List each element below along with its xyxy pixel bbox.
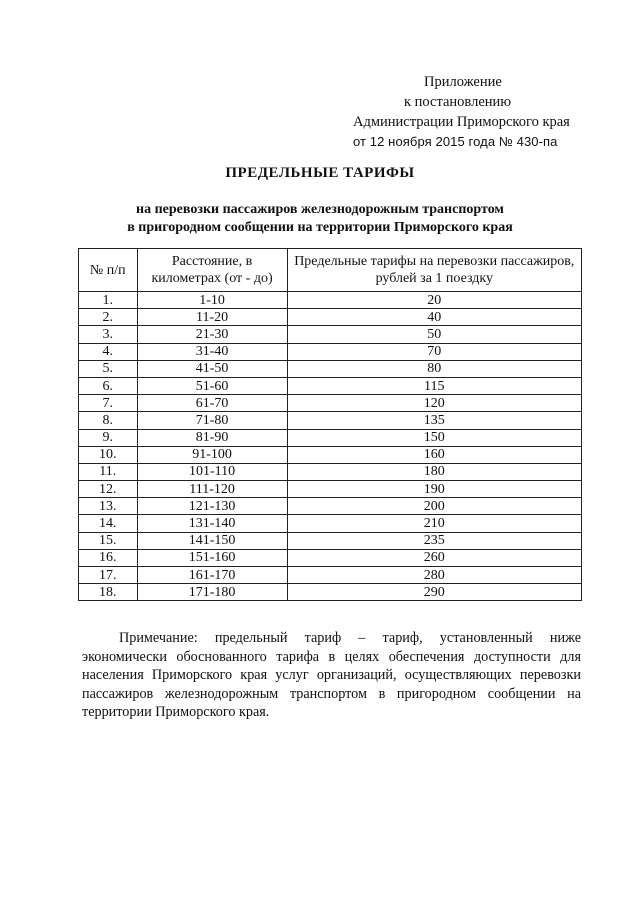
subtitle-line-2: в пригородном сообщении на территории Приморского края xyxy=(127,220,513,235)
table-row xyxy=(79,567,582,584)
table-row xyxy=(79,343,582,360)
table-row xyxy=(79,446,582,463)
row-tariff: 290 xyxy=(287,584,581,601)
row-tariff: 200 xyxy=(287,498,581,515)
document-subtitle xyxy=(0,201,640,237)
table-row xyxy=(79,429,582,446)
row-distance: 61-70 xyxy=(137,395,287,412)
document-title: ПРЕДЕЛЬНЫЕ ТАРИФЫ xyxy=(225,165,415,181)
table-row xyxy=(79,412,582,429)
row-tariff: 120 xyxy=(287,395,581,412)
tariff-table xyxy=(78,248,582,601)
row-distance: 21-30 xyxy=(137,326,287,343)
row-distance: 101-110 xyxy=(137,463,287,480)
row-tariff: 150 xyxy=(287,429,581,446)
table-row xyxy=(79,584,582,601)
row-tariff: 235 xyxy=(287,532,581,549)
row-distance: 151-160 xyxy=(137,549,287,566)
resolution-date-number: от 12 ноября 2015 года № 430-па xyxy=(353,134,558,149)
table-row xyxy=(79,532,582,549)
note-paragraph: Примечание: предельный тариф – тариф, установленный ниже экономически обоснованного тарифа в целях обеспечения доступности для населения Приморского края услуг организаций, осуществляющих перевозки пассажиров железнодорожным транспортом в пригородном сообщении на территории Приморского края. xyxy=(82,630,581,721)
row-distance: 131-140 xyxy=(137,515,287,532)
row-number: 17. xyxy=(79,567,138,584)
row-tariff: 190 xyxy=(287,481,581,498)
row-number: 4. xyxy=(79,343,138,360)
row-number: 10. xyxy=(79,446,138,463)
row-tariff: 260 xyxy=(287,549,581,566)
row-distance: 1-10 xyxy=(137,292,287,309)
row-tariff: 280 xyxy=(287,567,581,584)
appendix-label: Приложение xyxy=(424,74,502,90)
row-distance: 141-150 xyxy=(137,532,287,549)
appendix-block xyxy=(340,72,580,152)
row-distance: 91-100 xyxy=(137,446,287,463)
header-number: № п/п xyxy=(79,249,138,292)
row-number: 18. xyxy=(79,584,138,601)
row-number: 5. xyxy=(79,360,138,377)
resolution-label: к постановлению xyxy=(404,94,512,110)
header-distance: Расстояние, в километрах (от - до) xyxy=(137,249,287,292)
row-tariff: 180 xyxy=(287,463,581,480)
row-distance: 11-20 xyxy=(137,309,287,326)
row-distance: 71-80 xyxy=(137,412,287,429)
table-header-row xyxy=(79,249,582,292)
row-number: 13. xyxy=(79,498,138,515)
row-number: 16. xyxy=(79,549,138,566)
row-tariff: 115 xyxy=(287,377,581,394)
table-row xyxy=(79,498,582,515)
table-row xyxy=(79,463,582,480)
row-tariff: 210 xyxy=(287,515,581,532)
table-row xyxy=(79,377,582,394)
row-number: 6. xyxy=(79,377,138,394)
table-row xyxy=(79,326,582,343)
row-number: 15. xyxy=(79,532,138,549)
header-tariff: Предельные тарифы на перевозки пассажиров, рублей за 1 поездку xyxy=(287,249,581,292)
row-distance: 51-60 xyxy=(137,377,287,394)
row-number: 7. xyxy=(79,395,138,412)
row-number: 3. xyxy=(79,326,138,343)
row-tariff: 160 xyxy=(287,446,581,463)
row-distance: 111-120 xyxy=(137,481,287,498)
row-tariff: 50 xyxy=(287,326,581,343)
row-distance: 161-170 xyxy=(137,567,287,584)
row-number: 9. xyxy=(79,429,138,446)
table-row xyxy=(79,481,582,498)
row-number: 14. xyxy=(79,515,138,532)
row-number: 12. xyxy=(79,481,138,498)
row-tariff: 70 xyxy=(287,343,581,360)
row-tariff: 80 xyxy=(287,360,581,377)
row-distance: 31-40 xyxy=(137,343,287,360)
table-body xyxy=(79,292,582,601)
row-distance: 171-180 xyxy=(137,584,287,601)
row-number: 1. xyxy=(79,292,138,309)
row-tariff: 40 xyxy=(287,309,581,326)
table-row xyxy=(79,395,582,412)
row-number: 8. xyxy=(79,412,138,429)
row-tariff: 135 xyxy=(287,412,581,429)
subtitle-line-1: на перевозки пассажиров железнодорожным транспортом xyxy=(136,202,504,217)
table-row xyxy=(79,309,582,326)
row-distance: 41-50 xyxy=(137,360,287,377)
administration-label: Администрации Приморского края xyxy=(353,114,570,130)
table-row xyxy=(79,292,582,309)
table-row xyxy=(79,515,582,532)
row-distance: 81-90 xyxy=(137,429,287,446)
row-number: 2. xyxy=(79,309,138,326)
row-tariff: 20 xyxy=(287,292,581,309)
table-row xyxy=(79,360,582,377)
row-number: 11. xyxy=(79,463,138,480)
table-row xyxy=(79,549,582,566)
row-distance: 121-130 xyxy=(137,498,287,515)
